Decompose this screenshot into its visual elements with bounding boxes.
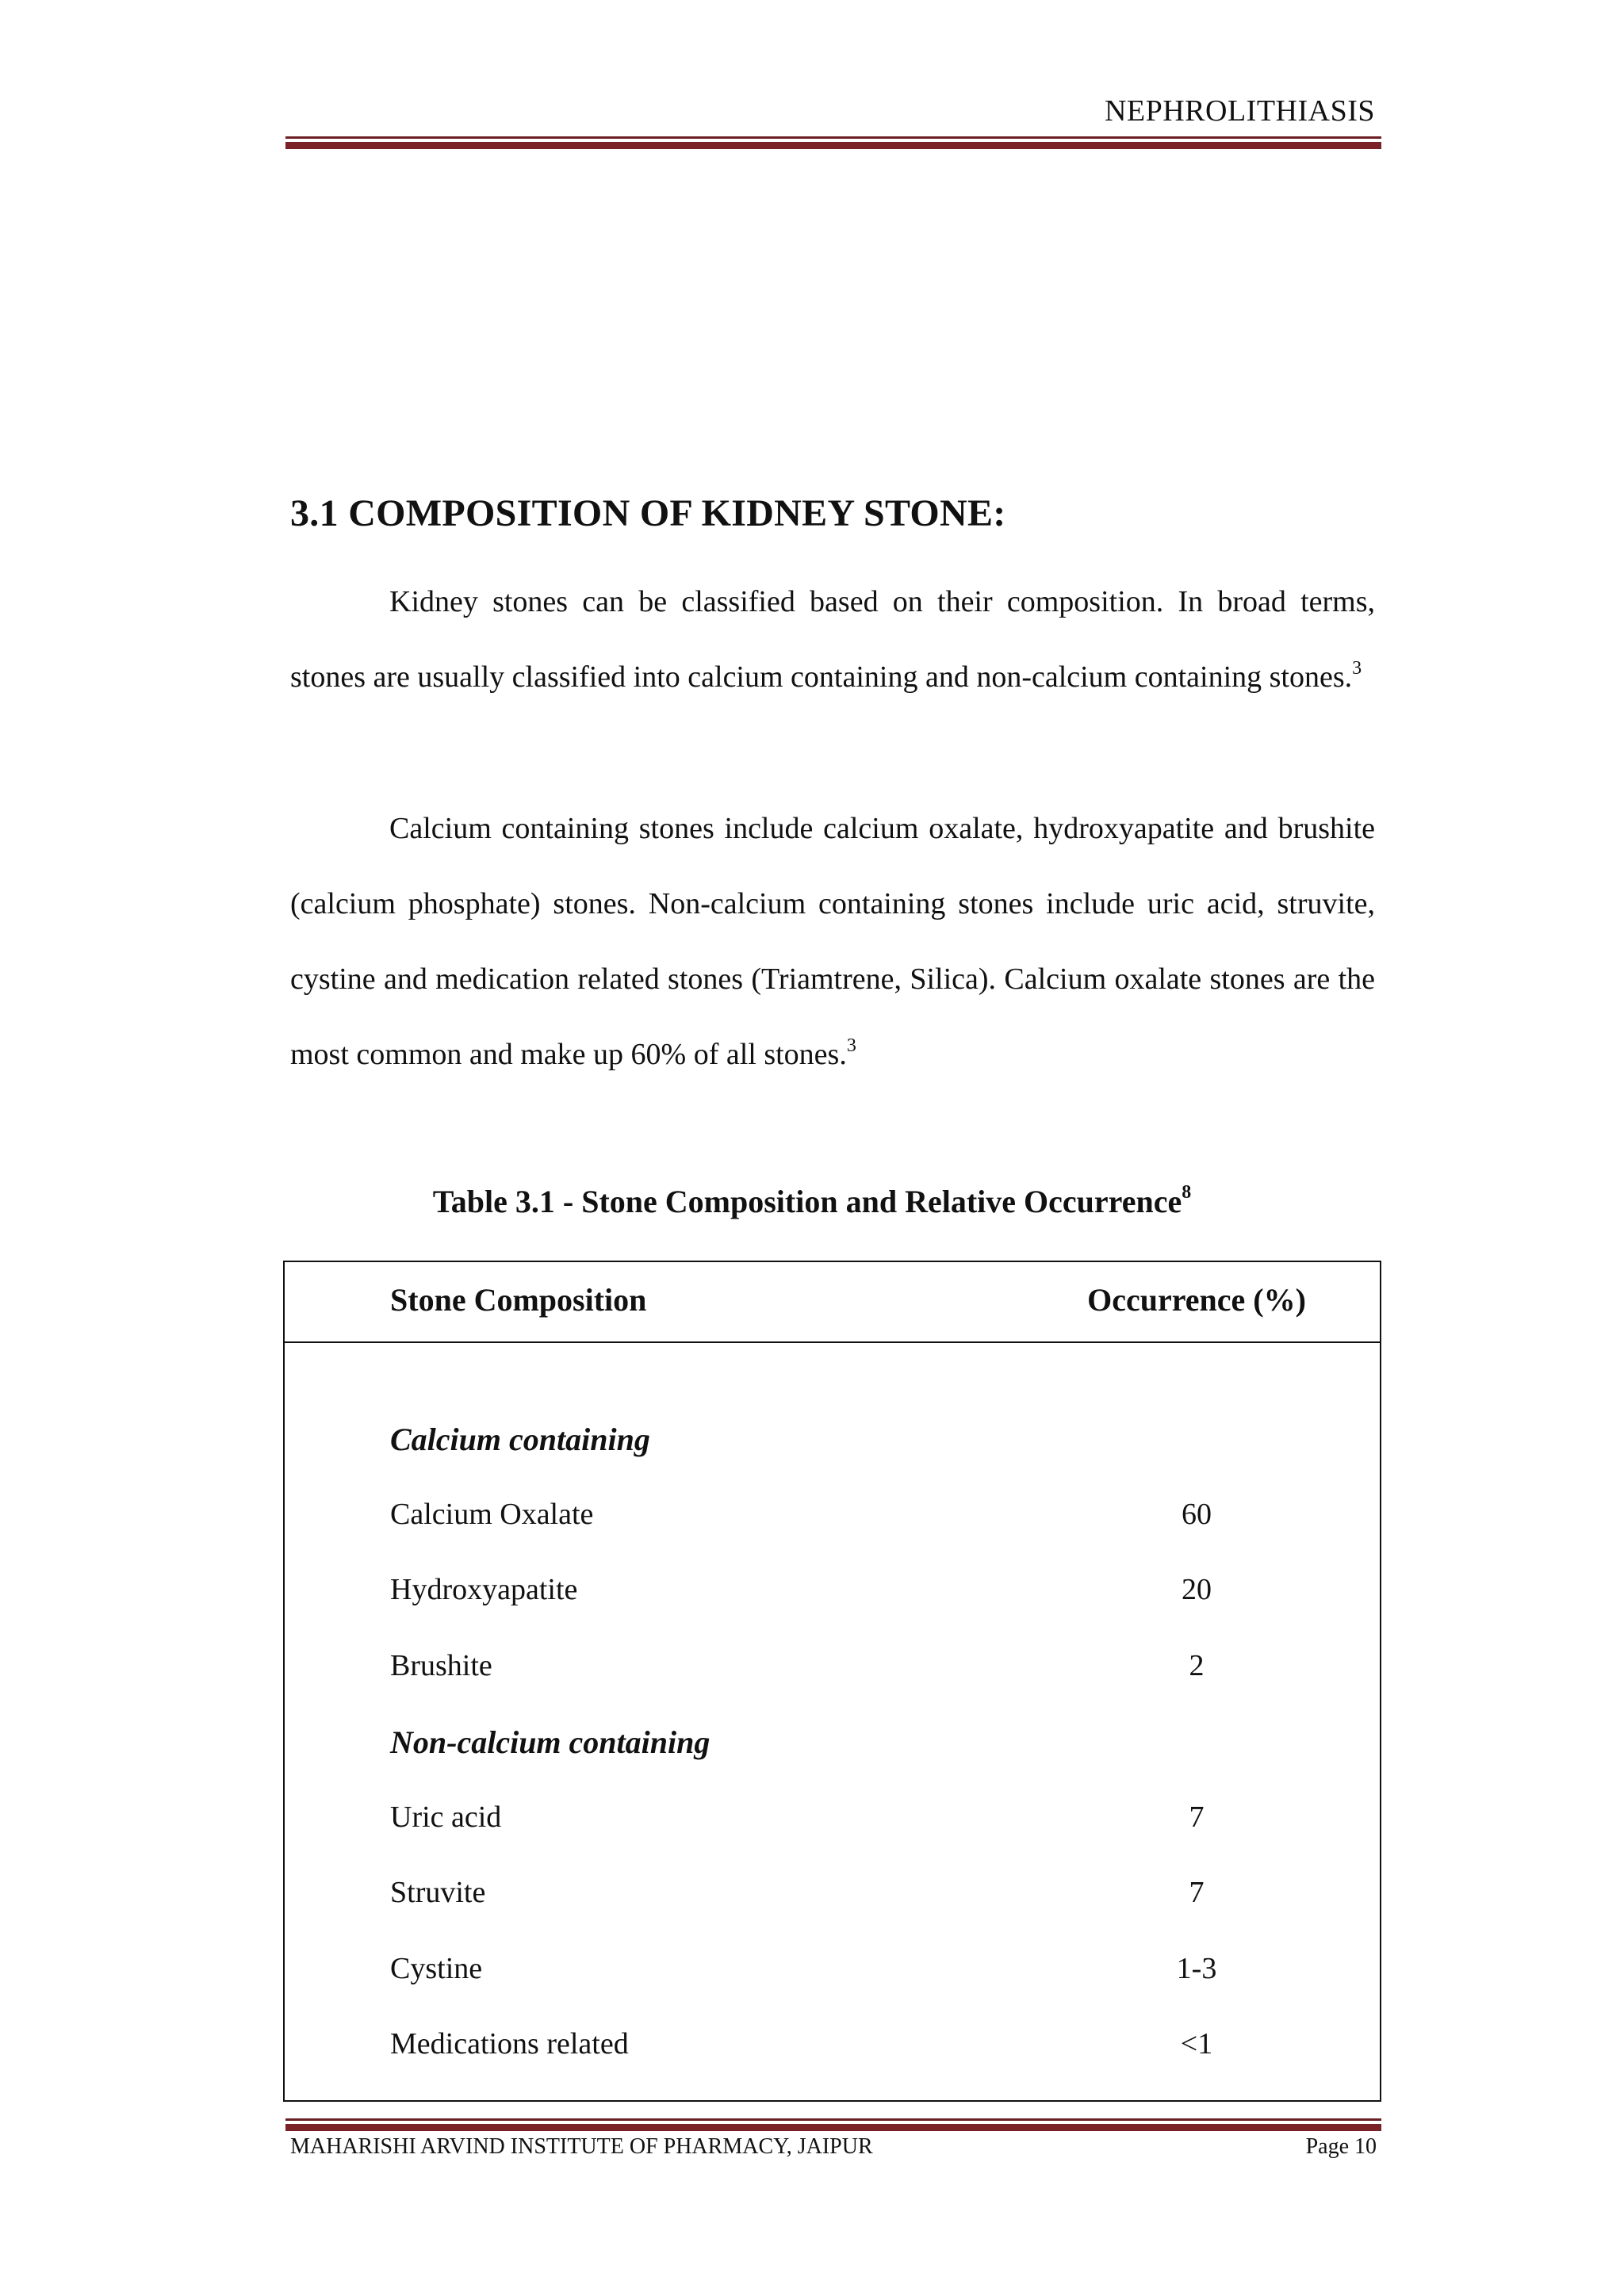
group-label: Calcium containing: [390, 1422, 650, 1457]
stone-composition-cell: Cystine: [390, 1951, 483, 1985]
footer-rule-thin: [285, 2118, 1381, 2121]
occurrence-cell: 1-3: [1176, 1951, 1217, 1985]
footer-page-number: Page 10: [1305, 2134, 1377, 2159]
table-row: [285, 1572, 1380, 1620]
paragraph-1: [290, 564, 1375, 715]
table-row: [285, 1800, 1380, 1847]
paragraph-1-text: Kidney stones can be classified based on their composition. In broad terms, stones are usually classified into calcium containing and non-calcium containing stones.: [290, 585, 1375, 694]
occurrence-cell: 60: [1182, 1497, 1212, 1531]
paragraph-1-reference: 3: [1352, 658, 1362, 679]
table-header-row: [285, 1262, 1380, 1343]
stone-composition-cell: Medications related: [390, 2027, 629, 2061]
composition-table: [283, 1261, 1381, 2102]
table-group-row: [285, 1724, 1380, 1771]
column-header-composition: Stone Composition: [390, 1282, 647, 1318]
group-label: Non-calcium containing: [390, 1724, 710, 1760]
table-row: [285, 1875, 1380, 1923]
footer-rule: [285, 2118, 1381, 2131]
header-rule-thin: [285, 136, 1381, 139]
occurrence-cell: 2: [1189, 1648, 1205, 1682]
stone-composition-cell: Struvite: [390, 1876, 486, 1909]
table-row: [285, 1648, 1380, 1696]
table-row: [285, 2026, 1380, 2074]
stone-composition-cell: Calcium Oxalate: [390, 1497, 594, 1531]
running-header: NEPHROLITHIASIS: [1104, 94, 1375, 128]
footer-rule-thick: [285, 2124, 1381, 2131]
table-row: [285, 1497, 1380, 1544]
paragraph-2-text: Calcium containing stones include calcium oxalate, hydroxyapatite and brushite (calcium phosphate) stones. Non-calcium containing stones include uric acid, struvite, cystine and medication related stones (Triamtrene, Silica). Calcium oxalate stones are the most common and make up 60% of all stones.: [290, 812, 1375, 1071]
table-caption-reference: 8: [1182, 1182, 1192, 1203]
occurrence-cell: 7: [1189, 1800, 1205, 1834]
occurrence-cell: 7: [1189, 1876, 1205, 1909]
header-rule: [285, 136, 1381, 149]
section-heading: 3.1 COMPOSITION OF KIDNEY STONE:: [290, 492, 1006, 534]
column-header-occurrence: Occurrence (%): [1087, 1282, 1306, 1318]
occurrence-cell: <1: [1180, 2027, 1213, 2061]
table-group-row: [285, 1421, 1380, 1468]
occurrence-cell: 20: [1182, 1573, 1212, 1606]
table-row: [285, 1951, 1380, 1999]
stone-composition-cell: Uric acid: [390, 1800, 502, 1834]
table-caption: [0, 1183, 1624, 1220]
footer-institution: MAHARISHI ARVIND INSTITUTE OF PHARMACY, JAIPUR: [290, 2134, 873, 2159]
paragraph-2-reference: 3: [846, 1035, 856, 1056]
stone-composition-cell: Hydroxyapatite: [390, 1573, 578, 1606]
paragraph-2: [290, 791, 1375, 1093]
header-rule-thick: [285, 142, 1381, 149]
table-caption-text: Table 3.1 - Stone Composition and Relative Occurrence: [432, 1184, 1182, 1219]
stone-composition-cell: Brushite: [390, 1648, 492, 1682]
